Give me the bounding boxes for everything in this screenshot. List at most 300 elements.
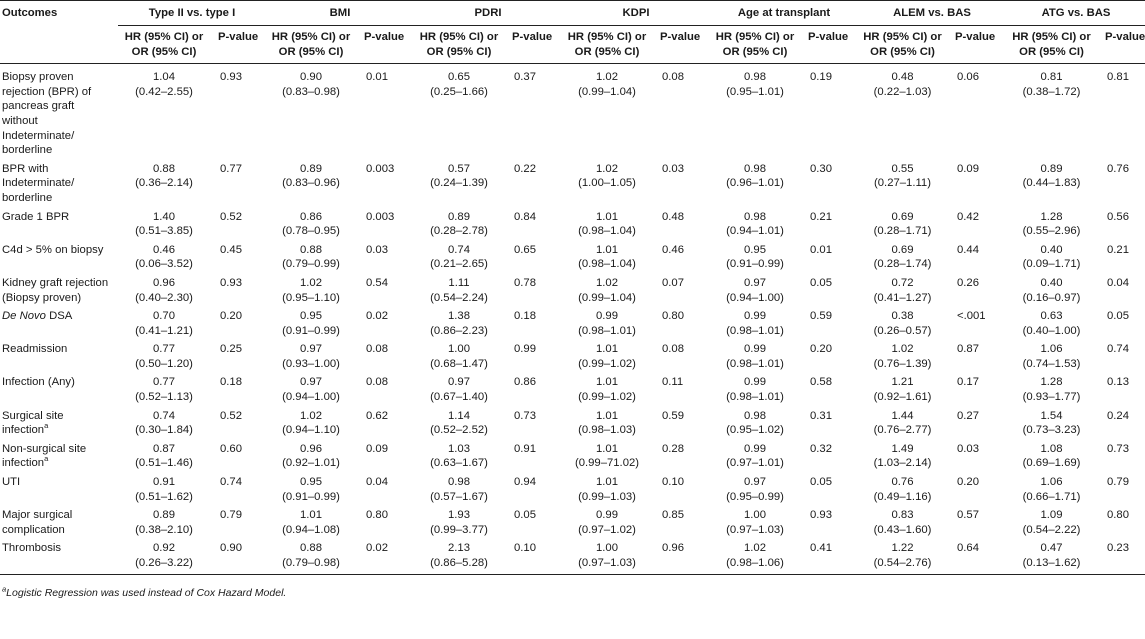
p-value-cell: 0.19 xyxy=(810,71,832,84)
confidence-interval: (0.98–1.03) xyxy=(578,424,636,437)
hr-cell xyxy=(118,64,210,160)
p-value-cell: 0.60 xyxy=(220,442,242,455)
hr-cell xyxy=(858,160,947,208)
outcome-label xyxy=(0,307,118,340)
confidence-interval: (0.98–1.06) xyxy=(726,557,784,569)
hr-cell xyxy=(118,160,210,208)
p-value-cell: 0.91 xyxy=(514,442,536,455)
hr-cell xyxy=(562,506,652,539)
outcome-label-italic: De Novo xyxy=(2,310,46,323)
estimate-value: 0.89 xyxy=(448,210,470,223)
p-value-cell: 0.46 xyxy=(662,243,684,256)
estimate-value: 1.01 xyxy=(596,409,618,422)
p-value-cell: 0.03 xyxy=(662,162,684,175)
confidence-interval: (0.28–2.78) xyxy=(430,225,488,238)
outcome-label xyxy=(0,440,118,473)
confidence-interval: (0.74–1.53) xyxy=(1022,357,1081,370)
confidence-interval: (0.99–1.02) xyxy=(578,391,636,404)
hr-cell xyxy=(858,340,947,373)
outcome-label xyxy=(0,160,118,208)
p-value-header: P-value xyxy=(652,26,710,64)
estimate-value: 0.98 xyxy=(448,476,470,489)
outcome-label xyxy=(0,407,118,440)
hr-or-ci-header: HR (95% CI) or OR (95% CI) xyxy=(118,26,210,64)
confidence-interval: (0.41–1.21) xyxy=(135,324,193,337)
hr-cell xyxy=(118,241,210,274)
estimate-value: 0.97 xyxy=(744,476,766,489)
outcome-label xyxy=(0,64,118,160)
p-value-cell: 0.58 xyxy=(810,376,832,389)
header-row-groups xyxy=(0,1,1145,26)
p-value-cell: 0.73 xyxy=(1107,442,1129,455)
confidence-interval: (0.83–0.96) xyxy=(282,177,340,190)
estimate-value: 1.02 xyxy=(300,409,322,422)
estimate-value: 0.92 xyxy=(153,542,175,555)
p-value-cell: 0.02 xyxy=(356,539,414,574)
hr-cell xyxy=(118,208,210,241)
estimate-value: 0.97 xyxy=(744,276,766,289)
estimate-value: 0.81 xyxy=(1040,71,1063,84)
estimate-value: 1.02 xyxy=(300,276,322,289)
confidence-interval: (0.49–1.16) xyxy=(873,490,932,503)
confidence-interval: (0.98–1.04) xyxy=(578,258,636,271)
hr-cell xyxy=(858,241,947,274)
estimate-value: 1.01 xyxy=(596,376,618,389)
estimate-value: 0.74 xyxy=(448,243,470,256)
estimate-value: 0.76 xyxy=(891,476,914,489)
confidence-interval: (0.79–0.99) xyxy=(282,258,340,271)
hr-cell xyxy=(118,340,210,373)
header-row-subheaders xyxy=(0,26,1145,64)
hr-or-ci-header: HR (95% CI) or OR (95% CI) xyxy=(1006,26,1097,64)
hr-cell xyxy=(1006,208,1097,241)
p-value-cell: 0.93 xyxy=(220,276,242,289)
estimate-value: 0.99 xyxy=(744,376,766,389)
confidence-interval: (0.42–2.55) xyxy=(135,85,193,98)
p-value-cell: 0.18 xyxy=(514,310,536,323)
outcome-label xyxy=(0,274,118,307)
outcome-label-text: C4d > 5% on biopsy xyxy=(2,243,104,256)
hr-cell xyxy=(266,340,356,373)
estimate-value: 0.99 xyxy=(744,343,766,356)
p-value-cell: 0.23 xyxy=(1097,539,1145,574)
hr-cell xyxy=(118,506,210,539)
estimate-value: 1.21 xyxy=(891,376,914,389)
p-value-cell: 0.32 xyxy=(810,442,832,455)
confidence-interval: (0.66–1.71) xyxy=(1022,490,1081,503)
p-value-cell: <.001 xyxy=(957,310,986,323)
estimate-value: 2.13 xyxy=(448,542,470,555)
hr-cell xyxy=(266,307,356,340)
confidence-interval: (0.94–1.01) xyxy=(726,225,784,238)
hr-cell xyxy=(858,473,947,506)
hr-cell xyxy=(266,506,356,539)
confidence-interval: (0.94–1.10) xyxy=(282,424,340,437)
hr-cell xyxy=(266,274,356,307)
estimate-value: 1.01 xyxy=(596,210,618,223)
hr-cell xyxy=(858,539,947,574)
confidence-interval: (0.99–1.03) xyxy=(578,490,636,503)
hr-cell xyxy=(1006,539,1097,574)
p-value-cell: 0.05 xyxy=(810,276,832,289)
confidence-interval: (0.91–0.99) xyxy=(726,258,784,271)
hr-cell xyxy=(710,208,800,241)
estimate-value: 0.89 xyxy=(1040,162,1063,175)
estimate-value: 0.88 xyxy=(300,542,322,555)
p-value-cell: 0.21 xyxy=(1107,243,1129,256)
p-value-cell: 0.30 xyxy=(810,162,832,175)
p-value-cell: 0.07 xyxy=(662,276,684,289)
p-value-cell: 0.96 xyxy=(652,539,710,574)
outcome-label-text: Major surgical complication xyxy=(2,509,73,536)
p-value-cell: 0.27 xyxy=(957,409,979,422)
hr-cell xyxy=(414,440,504,473)
confidence-interval: (0.92–1.61) xyxy=(873,391,932,404)
hr-cell xyxy=(118,440,210,473)
confidence-interval: (0.95–1.01) xyxy=(726,85,784,98)
p-value-cell: 0.03 xyxy=(366,243,388,256)
p-value-cell: 0.81 xyxy=(1107,71,1129,84)
estimate-value: 0.48 xyxy=(891,71,914,84)
confidence-interval: (0.41–1.27) xyxy=(873,291,932,304)
estimate-value: 1.93 xyxy=(448,509,470,522)
confidence-interval: (0.96–1.01) xyxy=(726,177,784,190)
estimate-value: 0.69 xyxy=(891,210,914,223)
estimate-value: 1.11 xyxy=(448,276,470,289)
confidence-interval: (0.69–1.69) xyxy=(1022,457,1081,470)
estimate-value: 0.77 xyxy=(153,343,175,356)
confidence-interval: (0.86–5.28) xyxy=(430,557,488,569)
hr-cell xyxy=(858,274,947,307)
confidence-interval: (0.98–1.01) xyxy=(726,324,784,337)
estimate-value: 1.00 xyxy=(448,343,470,356)
hr-cell xyxy=(562,307,652,340)
confidence-interval: (0.99–1.02) xyxy=(578,357,636,370)
confidence-interval: (0.24–1.39) xyxy=(430,177,488,190)
table-row xyxy=(0,307,1145,340)
hr-or-ci-header: HR (95% CI) or OR (95% CI) xyxy=(562,26,652,64)
hr-cell xyxy=(562,241,652,274)
estimate-value: 1.14 xyxy=(448,409,470,422)
estimate-value: 1.01 xyxy=(596,243,618,256)
estimate-value: 0.38 xyxy=(891,310,914,323)
confidence-interval: (0.99–71.02) xyxy=(574,457,640,470)
hr-cell xyxy=(414,473,504,506)
hr-cell xyxy=(562,340,652,373)
p-value-cell: 0.85 xyxy=(662,509,684,522)
table-row xyxy=(0,274,1145,307)
confidence-interval: (0.92–1.01) xyxy=(282,457,340,470)
estimate-value: 1.00 xyxy=(744,509,766,522)
p-value-cell: 0.10 xyxy=(504,539,562,574)
p-value-cell: 0.94 xyxy=(514,476,536,489)
confidence-interval: (0.98–1.01) xyxy=(726,357,784,370)
hr-or-ci-header: HR (95% CI) or OR (95% CI) xyxy=(414,26,504,64)
confidence-interval: (0.40–1.00) xyxy=(1022,324,1081,337)
p-value-cell: 0.64 xyxy=(947,539,1006,574)
estimate-value: 1.44 xyxy=(891,409,914,422)
estimate-value: 0.98 xyxy=(744,409,766,422)
p-value-cell: 0.04 xyxy=(366,476,388,489)
footnote-mark: a xyxy=(2,584,7,594)
estimate-value: 0.97 xyxy=(300,343,322,356)
confidence-interval: (0.26–3.22) xyxy=(135,557,193,569)
confidence-interval: (0.06–3.52) xyxy=(135,258,193,271)
p-value-cell: 0.59 xyxy=(810,310,832,323)
confidence-interval: (0.26–0.57) xyxy=(873,324,932,337)
hr-cell xyxy=(1006,407,1097,440)
estimate-value: 1.02 xyxy=(596,71,618,84)
p-value-cell: 0.80 xyxy=(662,310,684,323)
hr-cell xyxy=(1006,473,1097,506)
hr-cell xyxy=(414,208,504,241)
footnote-ref: a xyxy=(44,454,49,464)
hr-cell xyxy=(414,160,504,208)
p-value-cell: 0.45 xyxy=(220,243,242,256)
confidence-interval: (0.21–2.65) xyxy=(430,258,488,271)
confidence-interval: (0.98–1.04) xyxy=(578,225,636,238)
p-value-cell: 0.44 xyxy=(957,243,979,256)
confidence-interval: (0.99–3.77) xyxy=(430,523,488,536)
p-value-cell: 0.80 xyxy=(366,509,388,522)
confidence-interval: (0.54–2.24) xyxy=(430,291,488,304)
estimate-value: 1.00 xyxy=(596,542,618,555)
estimate-value: 0.99 xyxy=(744,442,766,455)
p-value-cell: 0.08 xyxy=(662,71,684,84)
estimate-value: 0.88 xyxy=(300,243,322,256)
confidence-interval: (0.43–1.60) xyxy=(873,523,932,536)
hr-cell xyxy=(1006,64,1097,160)
outcomes-header: Outcomes xyxy=(2,7,58,19)
estimate-value: 1.28 xyxy=(1040,210,1063,223)
estimate-value: 0.74 xyxy=(153,409,175,422)
hr-cell xyxy=(1006,241,1097,274)
p-value-cell: 0.54 xyxy=(366,276,388,289)
group-header: ALEM vs. BAS xyxy=(858,1,1006,26)
p-value-cell: 0.52 xyxy=(220,210,242,223)
hr-cell xyxy=(858,208,947,241)
p-value-cell: 0.26 xyxy=(957,276,979,289)
outcome-label xyxy=(0,506,118,539)
hr-cell xyxy=(414,274,504,307)
confidence-interval: (0.57–1.67) xyxy=(430,490,488,503)
p-value-header: P-value xyxy=(947,26,1006,64)
confidence-interval: (0.94–1.00) xyxy=(282,391,340,404)
estimate-value: 0.95 xyxy=(300,476,322,489)
confidence-interval: (0.98–1.01) xyxy=(726,391,784,404)
hr-cell xyxy=(710,307,800,340)
group-header: ATG vs. BAS xyxy=(1006,1,1145,26)
p-value-cell: 0.09 xyxy=(366,442,388,455)
estimate-value: 0.70 xyxy=(153,310,175,323)
hr-cell xyxy=(266,241,356,274)
table-row xyxy=(0,373,1145,406)
table-row xyxy=(0,506,1145,539)
estimate-value: 0.98 xyxy=(744,71,766,84)
confidence-interval: (1.03–2.14) xyxy=(873,457,932,470)
estimate-value: 0.99 xyxy=(744,310,766,323)
confidence-interval: (0.93–1.00) xyxy=(282,357,340,370)
p-value-cell: 0.28 xyxy=(662,442,684,455)
hr-cell xyxy=(414,506,504,539)
confidence-interval: (0.94–1.00) xyxy=(726,291,784,304)
estimate-value: 0.96 xyxy=(153,276,175,289)
outcome-label-text: DSA xyxy=(49,310,73,323)
hr-cell xyxy=(414,373,504,406)
hr-cell xyxy=(710,241,800,274)
estimate-value: 0.95 xyxy=(300,310,322,323)
p-value-cell: 0.90 xyxy=(210,539,266,574)
confidence-interval: (0.55–2.96) xyxy=(1022,225,1081,238)
hr-cell xyxy=(710,64,800,160)
confidence-interval: (0.54–2.22) xyxy=(1022,523,1081,536)
hr-cell xyxy=(710,506,800,539)
confidence-interval: (0.51–1.62) xyxy=(135,490,193,503)
hr-cell xyxy=(118,473,210,506)
confidence-interval: (0.67–1.40) xyxy=(430,391,488,404)
outcome-label xyxy=(0,373,118,406)
confidence-interval: (0.22–1.03) xyxy=(873,85,932,98)
p-value-cell: 0.003 xyxy=(366,210,395,223)
hr-or-ci-header: HR (95% CI) or OR (95% CI) xyxy=(858,26,947,64)
hr-cell xyxy=(266,473,356,506)
p-value-cell: 0.99 xyxy=(514,343,536,356)
p-value-cell: 0.21 xyxy=(810,210,832,223)
p-value-cell: 0.10 xyxy=(662,476,684,489)
hr-cell xyxy=(118,407,210,440)
confidence-interval: (0.76–1.39) xyxy=(873,357,932,370)
estimate-value: 1.02 xyxy=(744,542,766,555)
table-row xyxy=(0,160,1145,208)
estimate-value: 1.04 xyxy=(153,71,175,84)
p-value-cell: 0.08 xyxy=(662,343,684,356)
confidence-interval: (0.63–1.67) xyxy=(430,457,488,470)
estimate-value: 0.65 xyxy=(448,71,470,84)
confidence-interval: (0.51–3.85) xyxy=(135,225,193,238)
estimate-value: 0.57 xyxy=(448,162,470,175)
estimate-value: 0.87 xyxy=(153,442,175,455)
p-value-cell: 0.73 xyxy=(514,409,536,422)
hr-cell xyxy=(858,506,947,539)
p-value-cell: 0.05 xyxy=(1107,310,1129,323)
p-value-cell: 0.56 xyxy=(1107,210,1129,223)
confidence-interval: (0.40–2.30) xyxy=(135,291,193,304)
p-value-cell: 0.80 xyxy=(1107,509,1129,522)
outcome-label-text: Kidney graft rejection (Biopsy proven) xyxy=(2,276,109,304)
footnote-text: Logistic Regression was used instead of Cox Hazard Model. xyxy=(6,586,287,599)
confidence-interval: (0.52–1.13) xyxy=(135,391,193,404)
p-value-cell: 0.08 xyxy=(366,376,388,389)
confidence-interval: (0.44–1.83) xyxy=(1022,177,1081,190)
estimate-value: 0.91 xyxy=(153,476,175,489)
p-value-cell: 0.37 xyxy=(514,71,536,84)
table-row xyxy=(0,64,1145,160)
p-value-cell: 0.09 xyxy=(957,162,979,175)
hr-cell xyxy=(414,307,504,340)
confidence-interval: (0.95–1.10) xyxy=(282,291,340,304)
hr-cell xyxy=(266,407,356,440)
confidence-interval: (0.25–1.66) xyxy=(430,85,488,98)
confidence-interval: (0.91–0.99) xyxy=(282,324,340,337)
table-row xyxy=(0,440,1145,473)
hr-cell xyxy=(118,373,210,406)
p-value-cell: 0.03 xyxy=(957,442,979,455)
estimate-value: 1.02 xyxy=(596,276,618,289)
estimate-value: 0.47 xyxy=(1040,542,1063,555)
estimate-value: 0.69 xyxy=(891,243,914,256)
p-value-cell: 0.62 xyxy=(366,409,388,422)
hr-cell xyxy=(1006,506,1097,539)
p-value-cell: 0.57 xyxy=(957,509,979,522)
hr-cell xyxy=(414,407,504,440)
estimate-value: 0.99 xyxy=(596,310,618,323)
confidence-interval: (0.97–1.02) xyxy=(578,523,636,536)
p-value-cell: 0.93 xyxy=(220,71,242,84)
estimate-value: 0.97 xyxy=(300,376,322,389)
p-value-cell: 0.76 xyxy=(1107,162,1129,175)
outcome-label-text: UTI xyxy=(2,476,21,489)
outcomes-subheader-blank xyxy=(0,26,118,64)
confidence-interval: (0.86–2.23) xyxy=(430,324,488,337)
outcome-label xyxy=(0,539,118,574)
p-value-cell: 0.04 xyxy=(1107,276,1129,289)
p-value-cell: 0.20 xyxy=(810,343,832,356)
hr-cell xyxy=(414,340,504,373)
estimate-value: 0.96 xyxy=(300,442,322,455)
hr-cell xyxy=(1006,160,1097,208)
group-header: Age at transplant xyxy=(710,1,858,26)
estimate-value: 1.01 xyxy=(596,343,618,356)
p-value-cell: 0.05 xyxy=(810,476,832,489)
outcome-label xyxy=(0,208,118,241)
confidence-interval: (0.93–1.77) xyxy=(1022,391,1081,404)
p-value-cell: 0.08 xyxy=(366,343,388,356)
hr-cell xyxy=(118,539,210,574)
table-body xyxy=(0,64,1145,574)
hr-cell xyxy=(710,539,800,574)
p-value-cell: 0.22 xyxy=(514,162,536,175)
confidence-interval: (0.83–0.98) xyxy=(282,85,340,98)
p-value-cell: 0.24 xyxy=(1107,409,1129,422)
confidence-interval: (0.13–1.62) xyxy=(1022,557,1081,569)
estimate-value: 1.49 xyxy=(891,442,914,455)
estimate-value: 1.22 xyxy=(891,542,914,555)
outcome-label-text: Surgical site infection xyxy=(2,409,64,437)
confidence-interval: (0.38–1.72) xyxy=(1022,85,1081,98)
outcome-label-text: Thrombosis xyxy=(2,542,62,555)
confidence-interval: (0.68–1.47) xyxy=(430,357,488,370)
hr-cell xyxy=(858,440,947,473)
p-value-cell: 0.003 xyxy=(366,162,395,175)
hr-cell xyxy=(266,160,356,208)
p-value-header: P-value xyxy=(356,26,414,64)
p-value-cell: 0.25 xyxy=(220,343,242,356)
hr-cell xyxy=(562,440,652,473)
hr-cell xyxy=(266,440,356,473)
estimate-value: 0.98 xyxy=(744,162,766,175)
table-row xyxy=(0,473,1145,506)
estimate-value: 0.95 xyxy=(744,243,766,256)
estimate-value: 0.46 xyxy=(153,243,175,256)
estimate-value: 1.03 xyxy=(448,442,470,455)
p-value-cell: 0.41 xyxy=(800,539,858,574)
hr-cell xyxy=(710,274,800,307)
p-value-cell: 0.79 xyxy=(1107,476,1129,489)
outcome-label-text: Non-surgical site infection xyxy=(2,442,87,470)
confidence-interval: (0.99–1.04) xyxy=(578,85,636,98)
hr-cell xyxy=(858,307,947,340)
p-value-cell: 0.02 xyxy=(366,310,388,323)
